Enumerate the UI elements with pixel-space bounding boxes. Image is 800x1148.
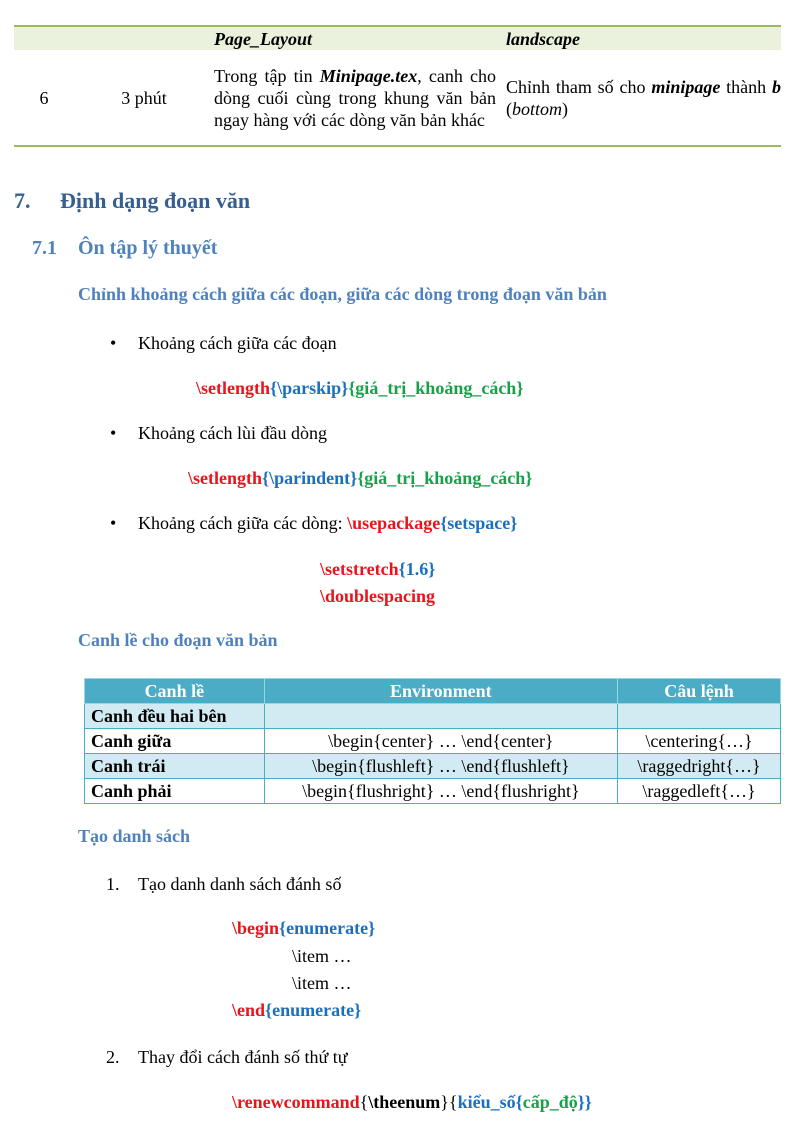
code-doublespacing: \doublespacing: [320, 586, 436, 606]
code-begin-enumerate: \begin{enumerate}: [232, 918, 376, 938]
bullet-icon: •: [110, 513, 117, 533]
col-header-align: Canh lề: [85, 679, 265, 704]
table-row: Canh phải \begin{flushright} … \end{flushright} \raggedleft{…}: [85, 779, 781, 804]
bullet-paragraph-spacing: • Khoảng cách giữa các đoạn: [110, 333, 337, 353]
row-solution: Chỉnh tham số cho minipage thành b (bottom): [502, 50, 781, 146]
col-header-command: Câu lệnh: [618, 679, 781, 704]
table-row: Canh giữa \begin{center} … \end{center} \centering{…}: [85, 729, 781, 754]
code-item-line: \item …: [292, 946, 352, 966]
task-file-name: Minipage.tex: [319, 65, 418, 86]
code-end-enumerate: \end{enumerate}: [232, 1000, 362, 1020]
list-item: 2. Thay đổi cách đánh số thứ tự: [106, 1047, 348, 1067]
align-table: [84, 678, 781, 804]
code-setstretch: \setstretch{1.6}: [320, 559, 436, 579]
row-task: Trong tập tin Minipage.tex, canh cho dòng cuối cùng trong khung văn bản ngay hàng với các dòng văn bản khác: [214, 50, 502, 146]
col-header-environment: Environment: [264, 679, 617, 704]
header-cell-time: [74, 26, 214, 50]
row-time: 3 phút: [74, 50, 214, 146]
task-table-header-row: [14, 26, 781, 50]
align-table-header: [85, 679, 781, 704]
bullet-icon: •: [110, 423, 117, 443]
list-item: 1. Tạo danh danh sách đánh số: [106, 874, 342, 894]
code-parindent: \setlength{\parindent}{giá_trị_khoảng_cách}: [188, 468, 533, 488]
lists-heading: Tạo danh sách: [78, 826, 191, 846]
subsection-heading: 7.1 Ôn tập lý thuyết: [32, 237, 218, 259]
bullet-paragraph-indent: • Khoảng cách lùi đầu dòng: [110, 423, 327, 443]
code-renewcommand: \renewcommand{\theenum}{kiểu_số{cấp_độ}}: [232, 1092, 592, 1112]
section-heading: 7. Định dạng đoạn văn: [14, 188, 251, 213]
table-row: Canh đều hai bên: [85, 704, 781, 729]
task-table: [14, 25, 781, 147]
row-number: 6: [14, 50, 74, 146]
bullet-icon: •: [110, 333, 117, 353]
bullet-line-spacing: • Khoảng cách giữa các dòng: \usepackage{setspace}: [110, 513, 518, 533]
header-cell-task: Page_Layout: [214, 26, 502, 50]
code-item-line: \item …: [292, 973, 352, 993]
header-cell-solution: landscape: [502, 26, 781, 50]
task-table-row: [14, 50, 781, 146]
code-parskip: \setlength{\parskip}{giá_trị_khoảng_cách}: [196, 378, 524, 398]
header-cell-no: [14, 26, 74, 50]
table-row: Canh trái \begin{flushleft} … \end{flushleft} \raggedright{…}: [85, 754, 781, 779]
align-heading: Canh lề cho đoạn văn bản: [78, 630, 278, 650]
spacing-heading: Chỉnh khoảng cách giữa các đoạn, giữa các dòng trong đoạn văn bản: [78, 284, 607, 304]
